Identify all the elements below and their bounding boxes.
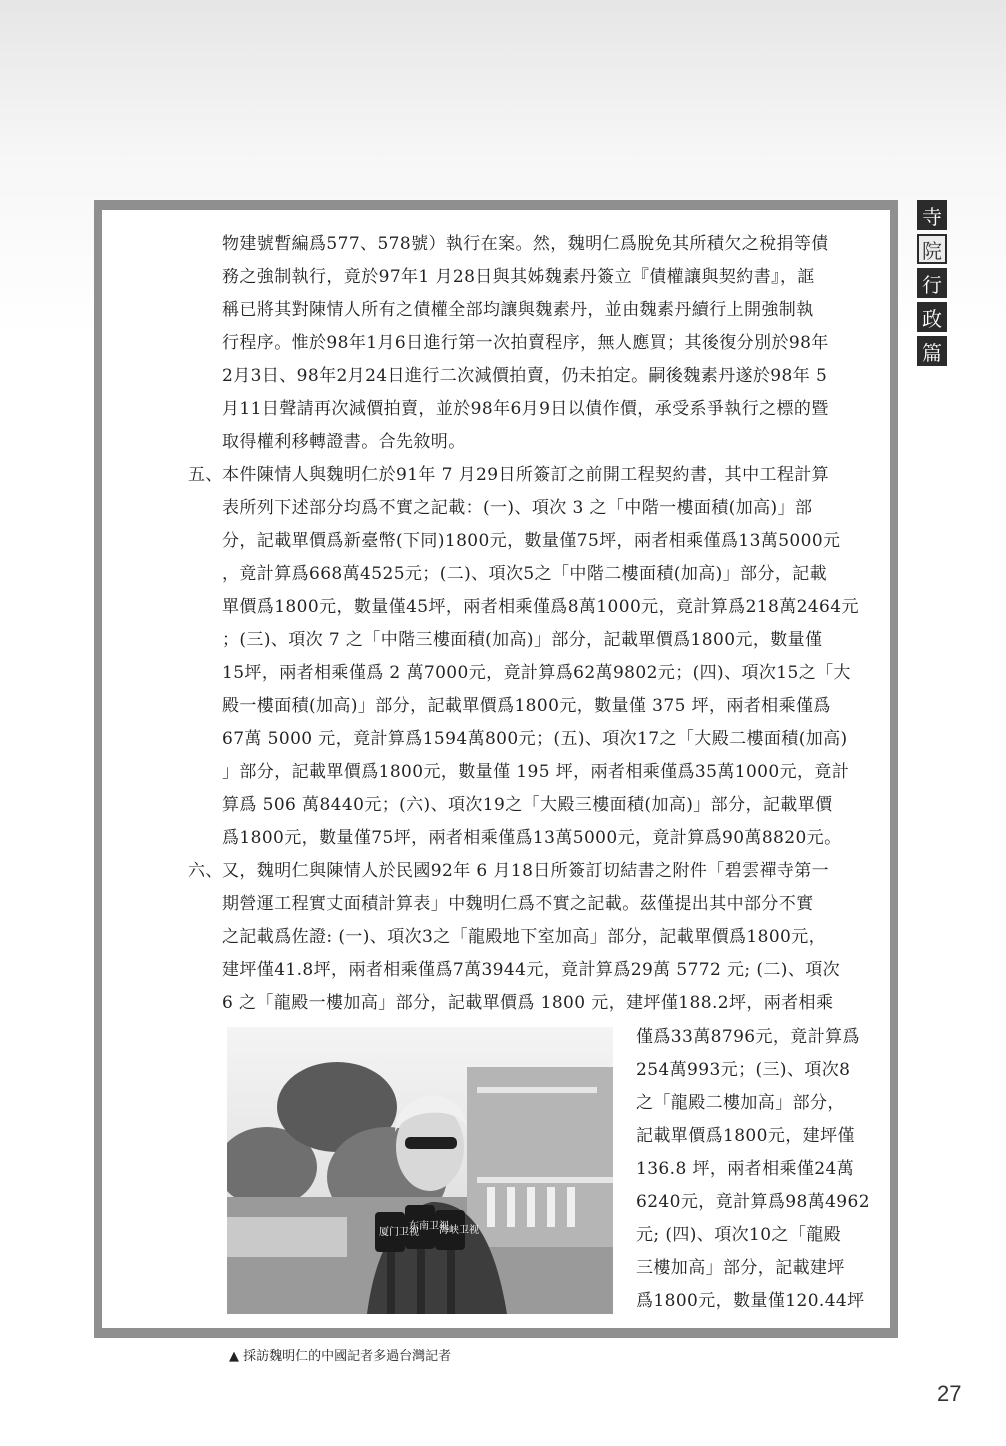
section-tab-5: 篇 bbox=[917, 336, 947, 366]
text-line: 取得權利移轉證書。合先敘明。 bbox=[222, 432, 466, 452]
text-line: 月11日聲請再次減價拍賣，並於98年6月9日以債作價，承受系爭執行之標的暨 bbox=[222, 399, 829, 419]
section-tab-4: 政 bbox=[917, 302, 947, 332]
text-line: 行程序。惟於98年1月6日進行第一次拍賣程序，無人應買；其後復分別於98年 bbox=[222, 333, 829, 353]
article-body bbox=[188, 228, 862, 1020]
text-line: 分，記載單價爲新臺幣(下同)1800元，數量僅75坪，兩者相乘僅爲13萬5000元 bbox=[222, 531, 841, 551]
intro-paragraph bbox=[222, 228, 862, 459]
text-line: 67萬 5000 元，竟計算爲1594萬800元；(五)、項次17之「大殿二樓面積(加高) bbox=[222, 729, 848, 749]
text-line: 物建號暫編爲577、578號）執行在案。然，魏明仁爲脫免其所積欠之稅捐等債 bbox=[222, 234, 829, 254]
interview-photo-illustration bbox=[227, 1027, 613, 1314]
text-line: 稱已將其對陳情人所有之債權全部均讓與魏素丹，並由魏素丹續行上開強制執 bbox=[222, 300, 814, 320]
text-line: 15坪，兩者相乘僅爲 2 萬7000元，竟計算爲62萬9802元；(四)、項次15之「大 bbox=[222, 663, 851, 683]
text-line: 元; (四)、項次10之「龍殿 bbox=[636, 1225, 842, 1245]
text-line: 2月3日、98年2月24日進行二次減價拍賣，仍未拍定。嗣後魏素丹遂於98年 5 bbox=[222, 366, 828, 386]
text-line: 」部分，記載單價爲1800元，數量僅 195 坪，兩者相乘僅爲35萬1000元，竟計 bbox=[222, 762, 850, 782]
interview-photo bbox=[227, 1027, 613, 1314]
section-tab-2: 院 bbox=[917, 234, 947, 264]
section-tab-3: 行 bbox=[917, 268, 947, 298]
list-item-6 bbox=[188, 855, 862, 1020]
text-line: 記載單價爲1800元，建坪僅 bbox=[636, 1126, 855, 1146]
section-tabs bbox=[917, 200, 947, 370]
text-line: 本件陳情人與魏明仁於91年 7 月29日所簽訂之前開工程契約書，其中工程計算 bbox=[222, 465, 830, 485]
text-line: 三樓加高」部分，記載建坪 bbox=[636, 1258, 845, 1278]
list-marker: 五、 bbox=[188, 465, 223, 485]
photo-caption: ▲ 採訪魏明仁的中國記者多過台灣記者 bbox=[229, 1349, 452, 1364]
list-marker: 六、 bbox=[188, 861, 223, 881]
text-line: ；(三)、項次 7 之「中階三樓面積(加高)」部分，記載單價爲1800元，數量僅 bbox=[222, 630, 823, 650]
text-line: 又，魏明仁與陳情人於民國92年 6 月18日所簽訂切結書之附件「碧雲禪寺第一 bbox=[222, 861, 830, 881]
text-line: 單價爲1800元，數量僅45坪，兩者相乘僅爲8萬1000元，竟計算爲218萬2464元 bbox=[222, 597, 859, 617]
list-item-5 bbox=[188, 459, 862, 855]
wrapped-text bbox=[636, 1021, 870, 1318]
text-line: 期營運工程實丈面積計算表」中魏明仁爲不實之記載。茲僅提出其中部分不實 bbox=[222, 894, 814, 914]
text-line: 6 之「龍殿一樓加高」部分，記載單價爲 1800 元，建坪僅188.2坪，兩者相乘 bbox=[222, 993, 834, 1013]
text-line: 僅爲33萬8796元，竟計算爲 bbox=[636, 1027, 860, 1047]
text-line: 爲1800元，數量僅120.44坪 bbox=[636, 1291, 865, 1311]
text-line: 254萬993元；(三)、項次8 bbox=[636, 1060, 851, 1080]
mic-label: 海峡卫视 bbox=[439, 1225, 479, 1236]
text-line: 136.8 坪，兩者相乘僅24萬 bbox=[636, 1159, 855, 1179]
text-line: 表所列下述部分均爲不實之記載：(一)、項次 3 之「中階一樓面積(加高)」部 bbox=[222, 498, 813, 518]
mic-label: 厦门卫视 bbox=[379, 1227, 419, 1238]
text-line: 算爲 506 萬8440元；(六)、項次19之「大殿三樓面積(加高)」部分，記載單價 bbox=[222, 795, 833, 815]
mic-label: 东南卫视 bbox=[409, 1221, 449, 1232]
text-line: 務之強制執行，竟於97年1 月28日與其姊魏素丹簽立『債權讓與契約書』，誆 bbox=[222, 267, 815, 287]
text-line: 之記載爲佐證: (一)、項次3之「龍殿地下室加高」部分，記載單價爲1800元， bbox=[222, 927, 827, 947]
text-line: 建坪僅41.8坪，兩者相乘僅爲7萬3944元，竟計算爲29萬 5772 元; (二)、項次 bbox=[222, 960, 841, 980]
text-line: ，竟計算爲668萬4525元；(二)、項次5之「中階二樓面積(加高)」部分，記載 bbox=[222, 564, 828, 584]
text-line: 殿一樓面積(加高)」部分，記載單價爲1800元，數量僅 375 坪，兩者相乘僅爲 bbox=[222, 696, 831, 716]
text-line: 之「龍殿二樓加高」部分， bbox=[636, 1093, 845, 1113]
text-line: 爲1800元，數量僅75坪，兩者相乘僅爲13萬5000元，竟計算爲90萬8820元。 bbox=[222, 828, 842, 848]
page-number: 27 bbox=[937, 1381, 962, 1406]
text-line: 6240元，竟計算爲98萬4962 bbox=[636, 1192, 870, 1212]
section-tab-1: 寺 bbox=[917, 200, 947, 230]
